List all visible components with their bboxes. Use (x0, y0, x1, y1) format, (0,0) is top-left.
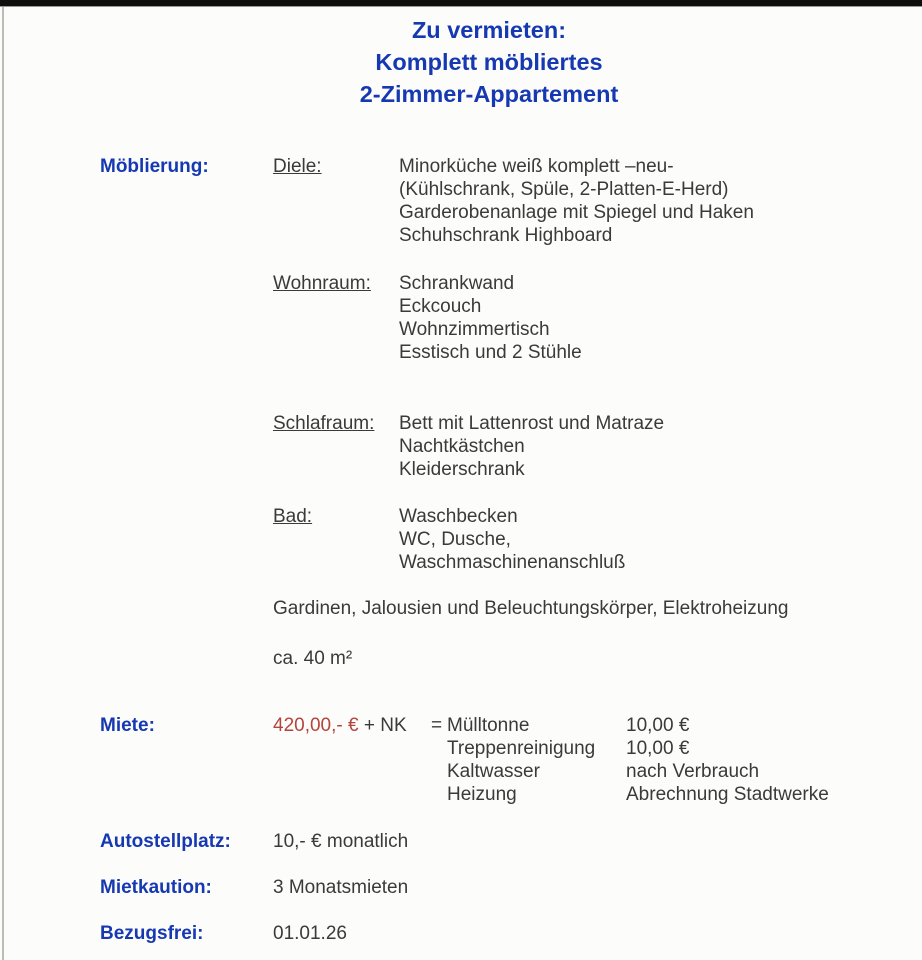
title-line-1: Zu vermieten: (411, 17, 567, 43)
nk-value: nach Verbrauch (626, 761, 760, 782)
room-diele-name: Diele: (273, 156, 322, 177)
label-moeblierung: Möblierung: (100, 156, 209, 177)
page-title (0, 14, 922, 110)
room-item: Schuhschrank Highboard (399, 225, 613, 246)
equals-sign: = (431, 715, 443, 736)
room-item: Garderobenanlage mit Spiegel und Haken (399, 202, 754, 223)
price-suffix: + NK (358, 715, 407, 736)
room-item: WC, Dusche, (399, 529, 511, 550)
room-item: (Kühlschrank, Spüle, 2-Platten-E-Herd) (399, 179, 729, 200)
price-value: 420,00,- € (273, 715, 359, 736)
nk-name: Heizung (447, 784, 517, 805)
label-mietkaution: Mietkaution: (100, 877, 212, 898)
nk-name: Mülltonne (447, 715, 530, 736)
room-item: Kleiderschrank (399, 459, 525, 480)
room-item: Esstisch und 2 Stühle (399, 342, 582, 363)
nk-value: Abrechnung Stadtwerke (626, 784, 829, 805)
room-schlafraum (273, 412, 664, 481)
room-item: Waschbecken (399, 506, 518, 527)
size-line: ca. 40 m² (273, 648, 353, 669)
room-item: Nachtkästchen (399, 436, 525, 457)
room-item: Bett mit Lattenrost und Matraze (399, 413, 665, 434)
room-bad-items (399, 505, 625, 574)
nk-value: 10,00 € (626, 715, 690, 736)
room-item: Waschmaschinenanschluß (399, 552, 626, 573)
room-item: Eckcouch (399, 296, 482, 317)
value-bezugsfrei: 01.01.26 (273, 923, 347, 944)
value-mietkaution: 3 Monatsmieten (273, 877, 409, 898)
room-diele-items (399, 155, 754, 247)
nk-value: 10,00 € (626, 738, 690, 759)
room-schlafraum-name: Schlafraum: (273, 413, 375, 434)
room-wohnraum-name: Wohnraum: (273, 273, 371, 294)
left-edge-line (2, 7, 4, 960)
room-item: Minorküche weiß komplett –neu- (399, 156, 674, 177)
room-bad-name: Bad: (273, 506, 313, 527)
room-item: Wohnzimmertisch (399, 319, 550, 340)
title-line-2: Komplett möbliertes (375, 49, 603, 75)
extras-line: Gardinen, Jalousien und Beleuchtungskörper, Elektroheizung (273, 598, 789, 619)
label-miete: Miete: (100, 715, 155, 736)
nk-name: Kaltwasser (447, 761, 540, 782)
nk-name: Treppenreinigung (447, 738, 596, 759)
value-autostellplatz: 10,- € monatlich (273, 831, 409, 852)
top-border-bar (0, 0, 922, 7)
title-line-3: 2-Zimmer-Appartement (359, 81, 619, 107)
label-bezugsfrei: Bezugsfrei: (100, 923, 204, 944)
miete-price-line (273, 714, 407, 737)
room-item: Schrankwand (399, 273, 515, 294)
room-wohnraum (273, 272, 582, 364)
room-diele (273, 155, 754, 247)
room-wohnraum-items (399, 272, 582, 364)
nebenkosten-table (447, 714, 829, 806)
room-schlafraum-items (399, 412, 664, 481)
label-autostellplatz: Autostellplatz: (100, 831, 231, 852)
room-bad (273, 505, 625, 574)
